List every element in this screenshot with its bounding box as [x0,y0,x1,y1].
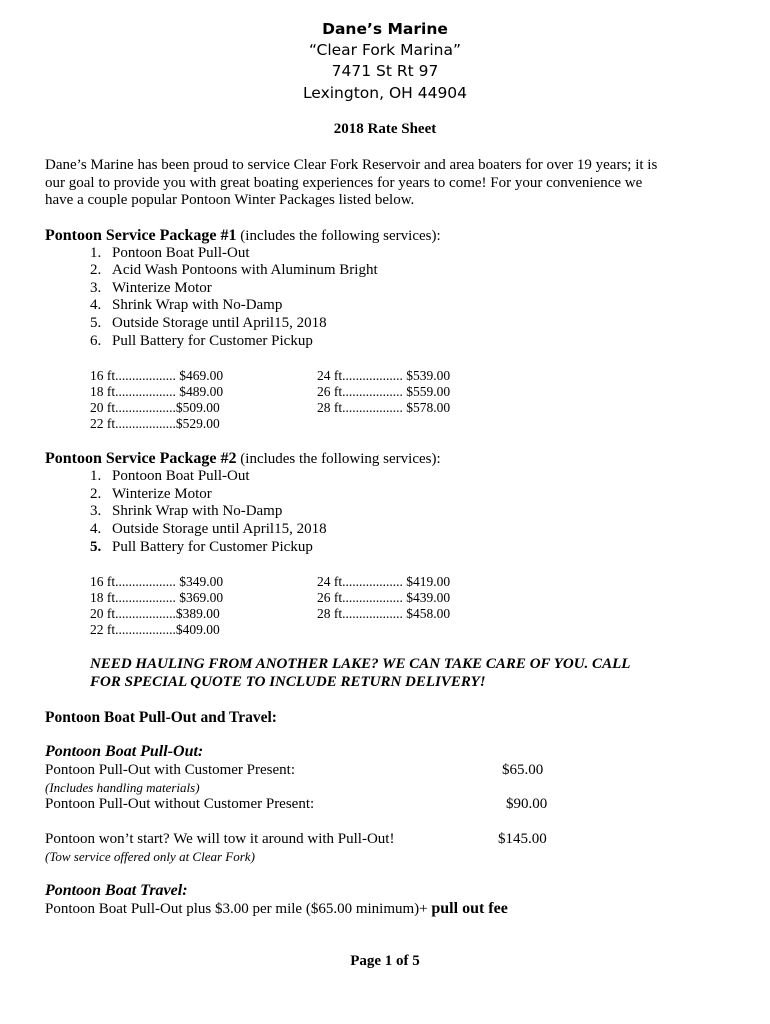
pullout-price-2: $90.00 [506,796,548,812]
hauling-notice-line-1: NEED HAULING FROM ANOTHER LAKE? WE CAN TAKE CARE OF YOU. CALL [90,656,631,672]
package1-item [90,333,313,350]
price-row: 16 ft.................. $469.00 [90,368,224,383]
package2-item [90,539,313,556]
package2-item [90,486,212,503]
street-address: 7471 St Rt 97 [331,62,439,80]
price-row: 28 ft.................. $458.00 [317,606,451,621]
package2-item [90,521,327,538]
package1-heading [45,227,441,245]
document-title: 2018 Rate Sheet [333,121,437,137]
travel-line [45,900,508,918]
list-text: Winterize Motor [112,486,212,502]
list-number: 5. [90,315,102,331]
package1-item [90,262,378,279]
list-text: Outside Storage until April15, 2018 [112,315,327,331]
price-row: 26 ft.................. $439.00 [317,590,451,605]
company-name: Dane’s Marine [322,20,448,38]
list-number: 4. [90,297,102,313]
list-text: Pull Battery for Customer Pickup [112,333,313,349]
package2-item [90,503,282,520]
price-row: 24 ft.................. $419.00 [317,574,451,589]
marina-name: “Clear Fork Marina” [309,41,461,59]
pullout-note-3: (Tow service offered only at Clear Fork) [45,849,255,864]
pullout-line-1: Pontoon Pull-Out with Customer Present: [45,762,296,778]
price-row: 22 ft..................$529.00 [90,416,220,431]
list-number: 3. [90,280,102,296]
price-row: 16 ft.................. $349.00 [90,574,224,589]
list-number: 5. [90,539,102,555]
pullout-line-3: Pontoon won’t start? We will tow it around with Pull-Out! [45,831,395,847]
page-number: Page 1 of 5 [350,953,420,969]
package1-item [90,245,250,262]
price-row: 20 ft..................$389.00 [90,606,220,621]
city-address: Lexington, OH 44904 [302,84,468,102]
list-number: 2. [90,262,102,278]
list-number: 4. [90,521,102,537]
pullout-heading: Pontoon Boat Pull-Out: [45,743,204,760]
package1-item [90,297,282,314]
price-row: 28 ft.................. $578.00 [317,400,451,415]
list-number: 1. [90,245,102,261]
package2-item [90,468,250,485]
intro-line-1: Dane’s Marine has been proud to service Clear Fork Reservoir and area boaters for over 19 years; it is [45,157,658,173]
list-text: Pontoon Boat Pull-Out [112,468,250,484]
list-text: Outside Storage until April15, 2018 [112,521,327,537]
price-row: 26 ft.................. $559.00 [317,384,451,399]
list-text: Pontoon Boat Pull-Out [112,245,250,261]
pullout-price-3: $145.00 [498,831,547,847]
list-text: Winterize Motor [112,280,212,296]
list-text: Shrink Wrap with No-Damp [112,297,283,313]
pullout-travel-heading: Pontoon Boat Pull-Out and Travel: [45,709,277,726]
list-text: Pull Battery for Customer Pickup [112,539,313,555]
price-row: 18 ft.................. $489.00 [90,384,224,399]
package1-subtitle: (includes the following services): [236,228,441,244]
package2-heading [45,450,441,468]
price-row: 20 ft..................$509.00 [90,400,220,415]
list-number: 2. [90,486,102,502]
package1-item [90,315,327,332]
list-text: Acid Wash Pontoons with Aluminum Bright [112,262,378,278]
price-row: 22 ft..................$409.00 [90,622,220,637]
intro-line-2: our goal to provide you with great boating experiences for years to come! For your convenience we [45,175,643,191]
list-number: 1. [90,468,102,484]
list-number: 3. [90,503,102,519]
pullout-price-1: $65.00 [502,762,544,778]
travel-fee: pull out fee [431,900,508,917]
hauling-notice-line-2: FOR SPECIAL QUOTE TO INCLUDE RETURN DELIVERY! [90,674,486,690]
travel-heading: Pontoon Boat Travel: [45,882,188,899]
intro-line-3: have a couple popular Pontoon Winter Packages listed below. [45,192,415,208]
price-row: 18 ft.................. $369.00 [90,590,224,605]
list-number: 6. [90,333,102,349]
package2-title: Pontoon Service Package #2 [45,450,237,467]
pullout-line-2: Pontoon Pull-Out without Customer Present: [45,796,315,812]
list-text: Shrink Wrap with No-Damp [112,503,283,519]
package2-subtitle: (includes the following services): [236,451,441,467]
package1-item [90,280,212,297]
price-row: 24 ft.................. $539.00 [317,368,451,383]
travel-text: Pontoon Boat Pull-Out plus $3.00 per mile ($65.00 minimum)+ [45,901,432,917]
pullout-note-1: (Includes handling materials) [45,780,200,795]
package1-title: Pontoon Service Package #1 [45,227,237,244]
